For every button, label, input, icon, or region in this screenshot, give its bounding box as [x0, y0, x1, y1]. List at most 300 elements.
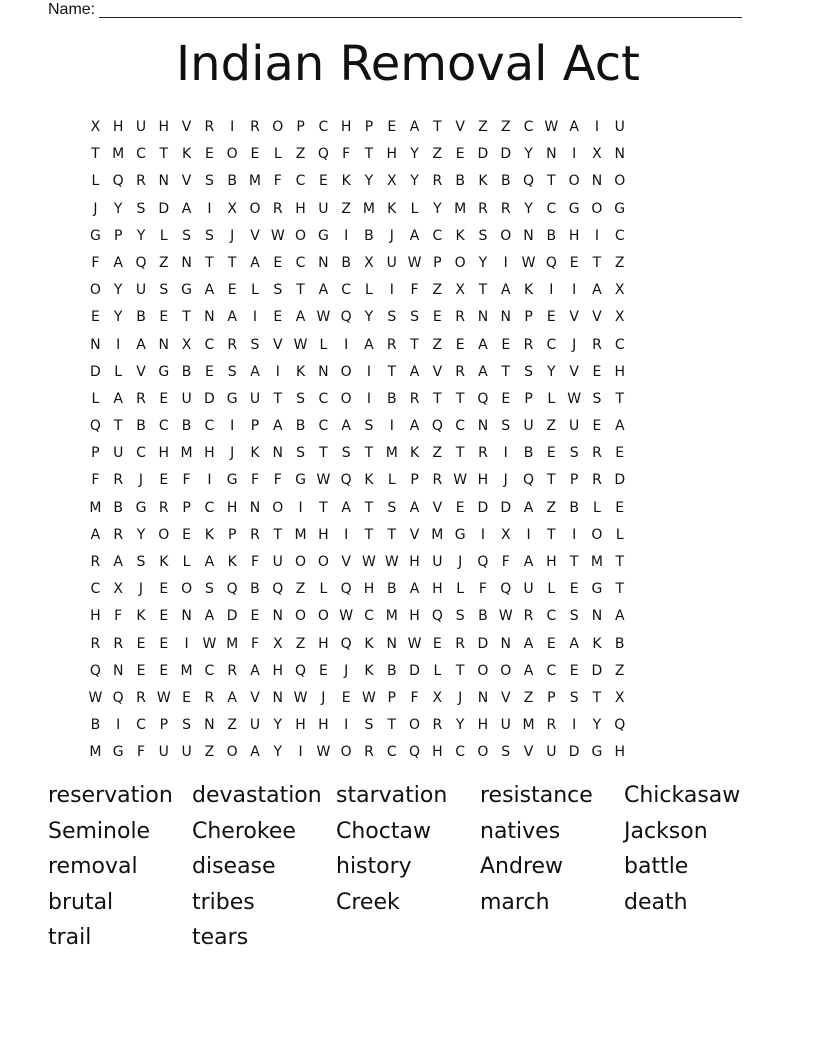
- grid-letter: Y: [524, 146, 533, 163]
- grid-letter: T: [615, 554, 624, 570]
- word-bank-item: brutal: [48, 889, 114, 915]
- grid-letter: H: [318, 635, 329, 652]
- grid-letter: S: [273, 282, 283, 299]
- grid-letter: J: [389, 227, 394, 244]
- grid-letter: V: [409, 526, 420, 543]
- grid-letter: U: [272, 554, 283, 570]
- grid-letter: A: [250, 744, 260, 761]
- grid-letter: B: [113, 499, 123, 516]
- grid-letter: O: [226, 744, 238, 761]
- grid-letter: M: [112, 146, 125, 163]
- grid-letter: O: [477, 662, 489, 679]
- grid-letter: A: [478, 363, 488, 380]
- grid-letter: O: [500, 662, 512, 679]
- grid-letter: D: [477, 499, 489, 516]
- grid-letter: A: [227, 309, 237, 326]
- grid-letter: C: [432, 227, 443, 244]
- grid-letter: F: [273, 472, 282, 489]
- grid-letter: T: [91, 146, 100, 163]
- grid-letter: E: [159, 608, 169, 625]
- grid-letter: T: [410, 336, 419, 353]
- grid-letter: E: [546, 445, 556, 462]
- grid-letter: Q: [431, 418, 443, 435]
- grid-letter: F: [410, 282, 419, 299]
- grid-letter: I: [572, 717, 577, 734]
- grid-letter: I: [594, 119, 599, 135]
- grid-letter: C: [546, 608, 557, 625]
- grid-letter: U: [386, 254, 397, 271]
- grid-letter: A: [341, 418, 351, 435]
- grid-letter: C: [295, 173, 306, 190]
- grid-letter: Y: [113, 200, 123, 217]
- page-title: Indian Removal Act: [176, 36, 640, 92]
- grid-letter: E: [273, 254, 283, 271]
- grid-letter: N: [386, 635, 397, 652]
- letter-grid: [84, 114, 631, 767]
- grid-letter: T: [364, 146, 374, 163]
- grid-letter: A: [614, 608, 625, 625]
- grid-letter: Q: [112, 689, 124, 706]
- grid-letter: P: [159, 717, 169, 734]
- grid-letter: R: [204, 689, 215, 706]
- grid-letter: P: [524, 390, 533, 407]
- word-bank-item: resistance: [480, 783, 593, 808]
- grid-letter: P: [524, 309, 533, 326]
- grid-letter: U: [158, 744, 169, 761]
- grid-letter: O: [226, 146, 238, 163]
- grid-letter: W: [293, 689, 308, 706]
- grid-letter: Y: [592, 717, 602, 734]
- grid-letter: R: [227, 336, 238, 353]
- grid-letter: R: [432, 472, 443, 489]
- grid-letter: Z: [295, 635, 306, 652]
- grid-letter: L: [387, 472, 396, 489]
- grid-letter: L: [615, 526, 624, 543]
- grid-letter: M: [180, 662, 193, 679]
- word-bank-item: trail: [48, 925, 92, 951]
- grid-letter: E: [250, 146, 260, 163]
- grid-letter: R: [158, 499, 169, 516]
- word-bank-item: disease: [192, 854, 276, 880]
- grid-letter: P: [569, 472, 579, 489]
- grid-letter: X: [614, 689, 625, 706]
- grid-letter: E: [182, 689, 192, 706]
- grid-letter: X: [364, 254, 374, 271]
- grid-letter: R: [113, 526, 124, 543]
- grid-letter: A: [523, 662, 534, 679]
- grid-letter: E: [455, 499, 465, 516]
- grid-letter: C: [614, 336, 625, 353]
- grid-letter: A: [409, 418, 420, 435]
- grid-letter: E: [501, 390, 511, 407]
- grid-letter: E: [615, 499, 625, 516]
- grid-letter: A: [569, 635, 579, 652]
- grid-row: [84, 359, 631, 386]
- grid-letter: Y: [113, 282, 123, 299]
- grid-letter: L: [251, 282, 259, 299]
- grid-letter: N: [318, 254, 329, 271]
- grid-letter: S: [501, 418, 511, 435]
- grid-letter: G: [568, 200, 580, 217]
- grid-letter: I: [252, 309, 258, 326]
- grid-letter: R: [455, 363, 466, 380]
- grid-letter: S: [524, 363, 533, 380]
- grid-letter: L: [319, 581, 328, 598]
- grid-letter: R: [592, 472, 602, 489]
- grid-letter: H: [409, 608, 420, 625]
- grid-letter: T: [592, 689, 602, 706]
- grid-letter: H: [90, 608, 101, 625]
- grid-letter: J: [138, 581, 144, 598]
- grid-letter: I: [389, 418, 394, 435]
- grid-letter: O: [340, 744, 352, 761]
- grid-letter: E: [501, 336, 511, 353]
- grid-letter: C: [158, 418, 169, 435]
- word-bank: [48, 778, 768, 956]
- grid-letter: E: [159, 309, 169, 326]
- grid-letter: Y: [478, 254, 488, 271]
- grid-letter: Q: [477, 390, 489, 407]
- word-bank-item: devastation: [192, 783, 322, 808]
- grid-letter: E: [318, 662, 328, 679]
- grid-letter: T: [182, 309, 191, 326]
- grid-letter: D: [591, 662, 603, 679]
- grid-letter: D: [477, 635, 489, 652]
- grid-letter: N: [158, 336, 170, 353]
- grid-letter: R: [136, 689, 146, 706]
- grid-letter: I: [344, 227, 349, 244]
- grid-letter: P: [296, 119, 305, 135]
- grid-letter: C: [546, 200, 557, 217]
- grid-letter: J: [138, 472, 144, 489]
- grid-letter: G: [591, 581, 603, 598]
- grid-letter: F: [91, 254, 100, 271]
- name-label: Name:: [48, 1, 96, 18]
- grid-letter: Z: [546, 499, 557, 516]
- grid-letter: I: [298, 499, 303, 516]
- grid-letter: I: [594, 227, 599, 244]
- grid-letter: N: [158, 173, 170, 190]
- grid-letter: Q: [614, 717, 626, 734]
- grid-letter: C: [318, 119, 329, 135]
- grid-row: [84, 522, 631, 549]
- name-underline: [99, 3, 742, 18]
- grid-letter: T: [273, 526, 283, 543]
- grid-letter: M: [522, 717, 535, 734]
- grid-letter: S: [501, 744, 511, 761]
- grid-letter: V: [272, 336, 283, 353]
- grid-letter: T: [205, 254, 214, 271]
- grid-letter: G: [226, 390, 238, 407]
- grid-letter: E: [546, 635, 556, 652]
- grid-letter: U: [318, 200, 329, 217]
- grid-letter: W: [453, 472, 468, 489]
- grid-letter: N: [614, 146, 625, 163]
- grid-letter: O: [317, 554, 329, 570]
- grid-letter: T: [364, 445, 374, 462]
- grid-letter: C: [204, 336, 215, 353]
- grid-row: [84, 576, 631, 603]
- grid-letter: I: [344, 336, 349, 353]
- grid-letter: X: [181, 336, 192, 353]
- grid-letter: P: [250, 418, 260, 435]
- grid-letter: E: [569, 662, 579, 679]
- grid-letter: A: [113, 554, 123, 570]
- grid-letter: G: [112, 744, 124, 761]
- grid-letter: R: [478, 445, 488, 462]
- grid-letter: W: [270, 227, 285, 244]
- grid-letter: B: [136, 309, 146, 326]
- grid-letter: Z: [204, 744, 215, 761]
- grid-letter: X: [386, 173, 397, 190]
- grid-letter: M: [180, 445, 193, 462]
- grid-letter: N: [204, 717, 215, 734]
- grid-letter: I: [344, 717, 349, 734]
- grid-letter: K: [455, 227, 465, 244]
- grid-letter: W: [407, 635, 422, 652]
- grid-letter: I: [230, 119, 235, 135]
- grid-letter: Q: [226, 581, 238, 598]
- grid-letter: E: [159, 390, 169, 407]
- grid-letter: F: [250, 635, 259, 652]
- grid-letter: C: [295, 254, 306, 271]
- grid-letter: Z: [227, 717, 237, 734]
- grid-letter: W: [384, 554, 399, 570]
- grid-letter: E: [273, 309, 283, 326]
- grid-letter: N: [272, 689, 284, 706]
- grid-letter: S: [387, 499, 397, 516]
- grid-letter: U: [523, 581, 534, 598]
- grid-letter: H: [226, 499, 238, 516]
- grid-letter: T: [273, 390, 283, 407]
- grid-letter: W: [362, 554, 376, 570]
- grid-letter: S: [204, 581, 214, 598]
- grid-letter: K: [592, 635, 602, 652]
- grid-letter: T: [478, 282, 488, 299]
- grid-letter: K: [136, 608, 146, 625]
- grid-letter: H: [546, 554, 557, 570]
- grid-letter: O: [181, 581, 193, 598]
- word-bank-item: starvation: [336, 783, 448, 808]
- grid-letter: C: [318, 390, 329, 407]
- grid-letter: N: [500, 309, 511, 326]
- grid-letter: B: [341, 254, 351, 271]
- grid-letter: K: [387, 200, 397, 217]
- grid-letter: I: [207, 472, 212, 489]
- grid-letter: Z: [295, 581, 306, 598]
- grid-row: [84, 658, 631, 685]
- grid-letter: A: [569, 119, 579, 135]
- grid-letter: I: [503, 445, 508, 462]
- grid-letter: G: [591, 744, 603, 761]
- grid-letter: V: [341, 554, 351, 570]
- word-bank-item: tears: [192, 925, 249, 951]
- grid-letter: L: [433, 662, 442, 679]
- grid-letter: X: [227, 200, 237, 217]
- grid-letter: N: [181, 254, 192, 271]
- grid-letter: S: [296, 390, 306, 407]
- grid-letter: B: [386, 581, 397, 598]
- word-bank-item: Seminole: [48, 818, 151, 844]
- word-bank-item: battle: [624, 854, 689, 880]
- grid-letter: Y: [113, 309, 123, 326]
- grid-letter: C: [318, 418, 329, 435]
- grid-letter: N: [477, 309, 489, 326]
- grid-letter: O: [89, 282, 101, 299]
- grid-letter: A: [523, 635, 534, 652]
- grid-letter: F: [250, 472, 259, 489]
- grid-letter: Q: [89, 418, 101, 435]
- grid-letter: Q: [112, 173, 124, 190]
- grid-letter: J: [503, 472, 508, 489]
- grid-letter: F: [250, 554, 259, 570]
- grid-letter: C: [455, 744, 466, 761]
- grid-letter: A: [250, 662, 260, 679]
- grid-letter: P: [91, 445, 100, 462]
- grid-letter: P: [364, 119, 374, 135]
- grid-letter: I: [344, 526, 349, 543]
- grid-letter: B: [478, 608, 488, 625]
- grid-letter: D: [158, 200, 170, 217]
- word-bank-item: death: [624, 889, 688, 915]
- grid-letter: K: [364, 635, 374, 652]
- grid-letter: A: [295, 309, 306, 326]
- grid-letter: H: [318, 526, 329, 543]
- grid-letter: T: [547, 526, 556, 543]
- grid-letter: M: [454, 200, 467, 217]
- grid-letter: S: [364, 717, 374, 734]
- grid-letter: R: [272, 200, 283, 217]
- grid-letter: A: [500, 282, 511, 299]
- grid-letter: S: [250, 336, 260, 353]
- grid-letter: L: [114, 363, 123, 380]
- grid-letter: Z: [295, 146, 306, 163]
- grid-letter: S: [478, 227, 488, 244]
- grid-letter: F: [182, 472, 191, 489]
- grid-letter: X: [500, 526, 511, 543]
- grid-letter: B: [136, 418, 146, 435]
- word-bank-item: natives: [480, 818, 561, 844]
- grid-letter: Z: [614, 662, 625, 679]
- grid-letter: R: [592, 445, 602, 462]
- grid-letter: Z: [432, 146, 443, 163]
- grid-letter: E: [432, 635, 442, 652]
- grid-letter: G: [226, 472, 238, 489]
- grid-letter: A: [409, 227, 420, 244]
- grid-letter: W: [202, 635, 217, 652]
- grid-letter: I: [207, 200, 212, 217]
- grid-letter: N: [523, 227, 534, 244]
- grid-letter: N: [477, 689, 489, 706]
- grid-letter: C: [136, 717, 146, 734]
- grid-letter: Q: [500, 581, 512, 598]
- grid-letter: A: [614, 418, 625, 435]
- grid-letter: L: [365, 282, 373, 299]
- grid-letter: A: [523, 554, 534, 570]
- grid-letter: S: [182, 717, 192, 734]
- grid-letter: O: [249, 200, 261, 217]
- grid-letter: A: [272, 418, 283, 435]
- grid-letter: S: [455, 608, 465, 625]
- grid-letter: H: [568, 227, 580, 244]
- grid-letter: T: [387, 363, 397, 380]
- grid-letter: X: [592, 146, 602, 163]
- grid-letter: K: [181, 146, 192, 163]
- grid-letter: D: [614, 472, 626, 489]
- grid-letter: O: [591, 200, 603, 217]
- word-bank-item: history: [336, 854, 412, 880]
- grid-letter: N: [272, 608, 284, 625]
- grid-letter: T: [615, 581, 624, 598]
- grid-letter: N: [204, 309, 215, 326]
- grid-letter: N: [546, 146, 557, 163]
- grid-letter: R: [478, 200, 488, 217]
- grid-letter: H: [477, 472, 489, 489]
- grid-letter: W: [339, 608, 354, 625]
- grid-letter: T: [387, 717, 397, 734]
- grid-letter: O: [340, 390, 352, 407]
- grid-row: [84, 250, 631, 277]
- grid-letter: V: [250, 227, 260, 244]
- grid-letter: A: [364, 336, 374, 353]
- grid-letter: R: [204, 119, 215, 135]
- grid-letter: V: [432, 499, 443, 516]
- grid-letter: I: [480, 526, 486, 543]
- grid-letter: K: [364, 472, 374, 489]
- grid-letter: F: [501, 554, 510, 570]
- grid-letter: A: [204, 282, 215, 299]
- grid-letter: S: [136, 554, 146, 570]
- grid-letter: S: [204, 173, 214, 190]
- grid-letter: I: [184, 635, 189, 652]
- grid-letter: F: [478, 581, 487, 598]
- grid-letter: R: [90, 635, 101, 652]
- grid-letter: K: [341, 173, 351, 190]
- grid-letter: E: [159, 662, 169, 679]
- grid-letter: C: [341, 282, 352, 299]
- grid-letter: M: [226, 635, 239, 652]
- grid-letter: L: [547, 390, 556, 407]
- grid-letter: W: [498, 608, 513, 625]
- grid-letter: U: [113, 445, 124, 462]
- grid-letter: H: [363, 581, 375, 598]
- grid-letter: U: [523, 418, 534, 435]
- grid-letter: R: [523, 608, 534, 625]
- grid-letter: I: [503, 254, 508, 271]
- grid-letter: E: [432, 309, 442, 326]
- grid-letter: Q: [89, 662, 101, 679]
- grid-letter: U: [614, 119, 625, 135]
- grid-letter: X: [90, 119, 101, 135]
- grid-letter: Y: [524, 200, 533, 217]
- grid-letter: D: [477, 146, 489, 163]
- grid-letter: V: [569, 309, 579, 326]
- grid-letter: C: [364, 608, 374, 625]
- grid-letter: C: [204, 499, 215, 516]
- grid-letter: E: [615, 445, 625, 462]
- grid-letter: S: [592, 390, 602, 407]
- grid-letter: R: [500, 200, 511, 217]
- grid-letter: S: [364, 418, 374, 435]
- grid-letter: H: [432, 581, 443, 598]
- grid-letter: V: [432, 363, 443, 380]
- grid-letter: P: [433, 254, 442, 271]
- grid-letter: H: [340, 119, 352, 135]
- grid-letter: H: [432, 744, 443, 761]
- grid-letter: K: [364, 662, 374, 679]
- grid-letter: C: [204, 418, 215, 435]
- grid-letter: J: [230, 227, 235, 244]
